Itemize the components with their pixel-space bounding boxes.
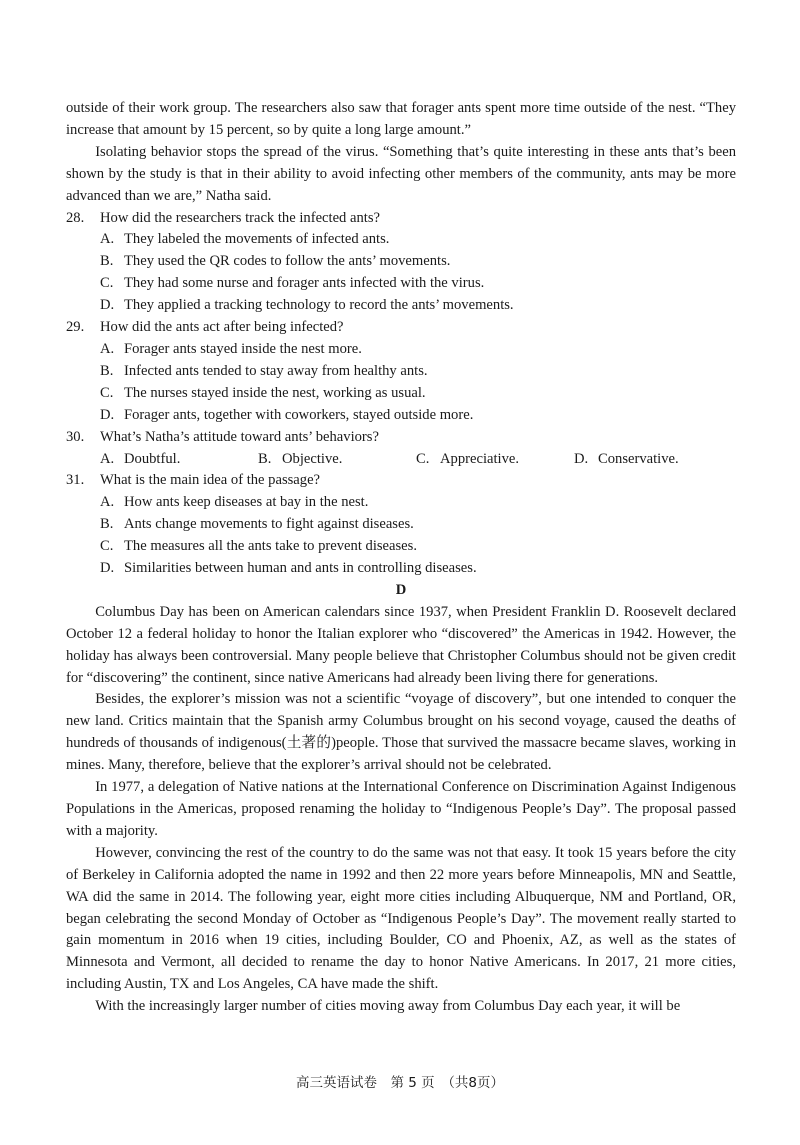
option-29-c — [100, 383, 736, 405]
option-text: Forager ants, together with coworkers, stayed outside more. — [124, 406, 474, 423]
paragraph-d-3: In 1977, a delegation of Native nations at the International Conference on Discrimination Against Indigenous Populations in the Americas, proposed renaming the holiday to “Indigenous People’s Day”. The proposal passed with a majority. — [66, 779, 736, 839]
option-label: C. — [100, 275, 114, 292]
option-text: How ants keep diseases at bay in the nest. — [124, 494, 369, 511]
option-30-a — [100, 449, 258, 471]
option-text: They labeled the movements of infected ants. — [124, 231, 390, 248]
page-footer: 高三英语试卷 第 5 页 （共8页） — [295, 1075, 504, 1091]
options-30-row — [100, 449, 736, 471]
paragraph-top-2: Isolating behavior stops the spread of the virus. “Something that’s quite interesting in these ants that’s been shown by the study is that in their ability to avoid infecting other members of the community, ants may be more advanced than we are,” Natha said. — [66, 143, 736, 204]
question-text: How did the ants act after being infected? — [100, 319, 344, 336]
question-text: What is the main idea of the passage? — [100, 472, 321, 489]
option-label: A. — [100, 231, 115, 248]
option-label: D. — [100, 560, 115, 577]
option-28-a — [100, 229, 736, 251]
option-label: D. — [574, 450, 589, 467]
option-31-c — [100, 536, 736, 558]
option-text: Forager ants stayed inside the nest more. — [124, 340, 362, 357]
question-31 — [66, 470, 736, 492]
section-title: D — [395, 581, 407, 598]
option-text: Conservative. — [598, 450, 679, 467]
option-29-b — [100, 361, 736, 383]
option-label: C. — [100, 538, 114, 555]
option-text: The measures all the ants take to prevent diseases. — [124, 538, 417, 555]
paragraph-d-1: Columbus Day has been on American calendars since 1937, when President Franklin D. Roosevelt declared October 12 a federal holiday to honor the Italian explorer who “discovered” the Americas in 1942. However, the holiday has always been controversial. Many people believe that Christopher Columbus should not be given credit for “discovering” the continent, since native Americans had already been living there for generations. — [66, 603, 736, 686]
option-label: B. — [258, 450, 272, 467]
option-30-c — [416, 449, 574, 471]
option-text: They applied a tracking technology to record the ants’ movements. — [124, 297, 514, 314]
option-text: Appreciative. — [440, 450, 520, 467]
question-number: 28. — [66, 209, 85, 226]
option-text: Objective. — [282, 450, 343, 467]
question-number: 30. — [66, 428, 85, 445]
exam-page — [66, 98, 736, 1018]
option-31-d — [100, 558, 736, 580]
option-28-b — [100, 251, 736, 273]
paragraph-d-5: With the increasingly larger number of cities moving away from Columbus Day each year, it will be — [95, 998, 681, 1015]
option-text: Similarities between human and ants in controlling diseases. — [124, 560, 477, 577]
option-text: Doubtful. — [124, 450, 181, 467]
option-label: B. — [100, 253, 114, 270]
option-label: C. — [416, 450, 430, 467]
question-number: 31. — [66, 472, 85, 489]
option-text: The nurses stayed inside the nest, working as usual. — [124, 384, 426, 401]
option-label: A. — [100, 450, 115, 467]
question-30 — [66, 427, 736, 449]
paragraph-d-2: Besides, the explorer’s mission was not a scientific “voyage of discovery”, but one intended to conquer the new land. Critics maintain that the Spanish army Columbus brought on his second voyage, caused the deaths of hundreds of thousands of indigenous(土著的)people. Those that survived the massacre became slaves, working in mines. Many, therefore, believe that the explorer’s arrival should not be celebrated. — [66, 691, 736, 774]
option-31-b — [100, 514, 736, 536]
option-text: Ants change movements to fight against diseases. — [124, 516, 414, 533]
option-28-c — [100, 273, 736, 295]
option-31-a — [100, 492, 736, 514]
option-text: They used the QR codes to follow the ants’ movements. — [124, 253, 451, 270]
option-label: A. — [100, 494, 115, 511]
question-text: How did the researchers track the infected ants? — [100, 209, 380, 226]
option-label: B. — [100, 362, 114, 379]
option-29-a — [100, 339, 736, 361]
option-label: B. — [100, 516, 114, 533]
option-label: C. — [100, 384, 114, 401]
question-29 — [66, 317, 736, 339]
paragraph-top-1: outside of their work group. The researchers also saw that forager ants spent more time outside of the nest. “They increase that amount by 15 percent, so by quite a long large amount.” — [66, 100, 736, 138]
paragraph-d-4: However, convincing the rest of the country to do the same was not that easy. It took 15 years before the city of Berkeley in California adopted the name in 1992 and then 22 more years before Minneapolis, MN and Seattle, WA did the same in 2014. The following year, eight more cities including Albuquerque, NM and Portland, OR, began celebrating the second Monday of October as “Indigenous People’s Day”. The movement really started to gain momentum in 2016 when 19 cities, including Boulder, CO and Phoenix, AZ, as well as the states of Minnesota and Vermont, all decided to rename the day to honor Native Americans. In 2017, 21 more cities, including Austin, TX and Los Angeles, CA have made the shift. — [66, 844, 736, 993]
option-label: D. — [100, 297, 115, 314]
option-label: A. — [100, 340, 115, 357]
option-30-d — [574, 449, 732, 471]
option-28-d — [100, 295, 736, 317]
option-label: D. — [100, 406, 115, 423]
option-30-b — [258, 449, 416, 471]
question-28 — [66, 208, 736, 230]
question-text: What’s Natha’s attitude toward ants’ behaviors? — [100, 428, 379, 445]
option-text: They had some nurse and forager ants infected with the virus. — [124, 275, 485, 292]
option-text: Infected ants tended to stay away from healthy ants. — [124, 362, 428, 379]
option-29-d — [100, 405, 736, 427]
question-number: 29. — [66, 319, 85, 336]
